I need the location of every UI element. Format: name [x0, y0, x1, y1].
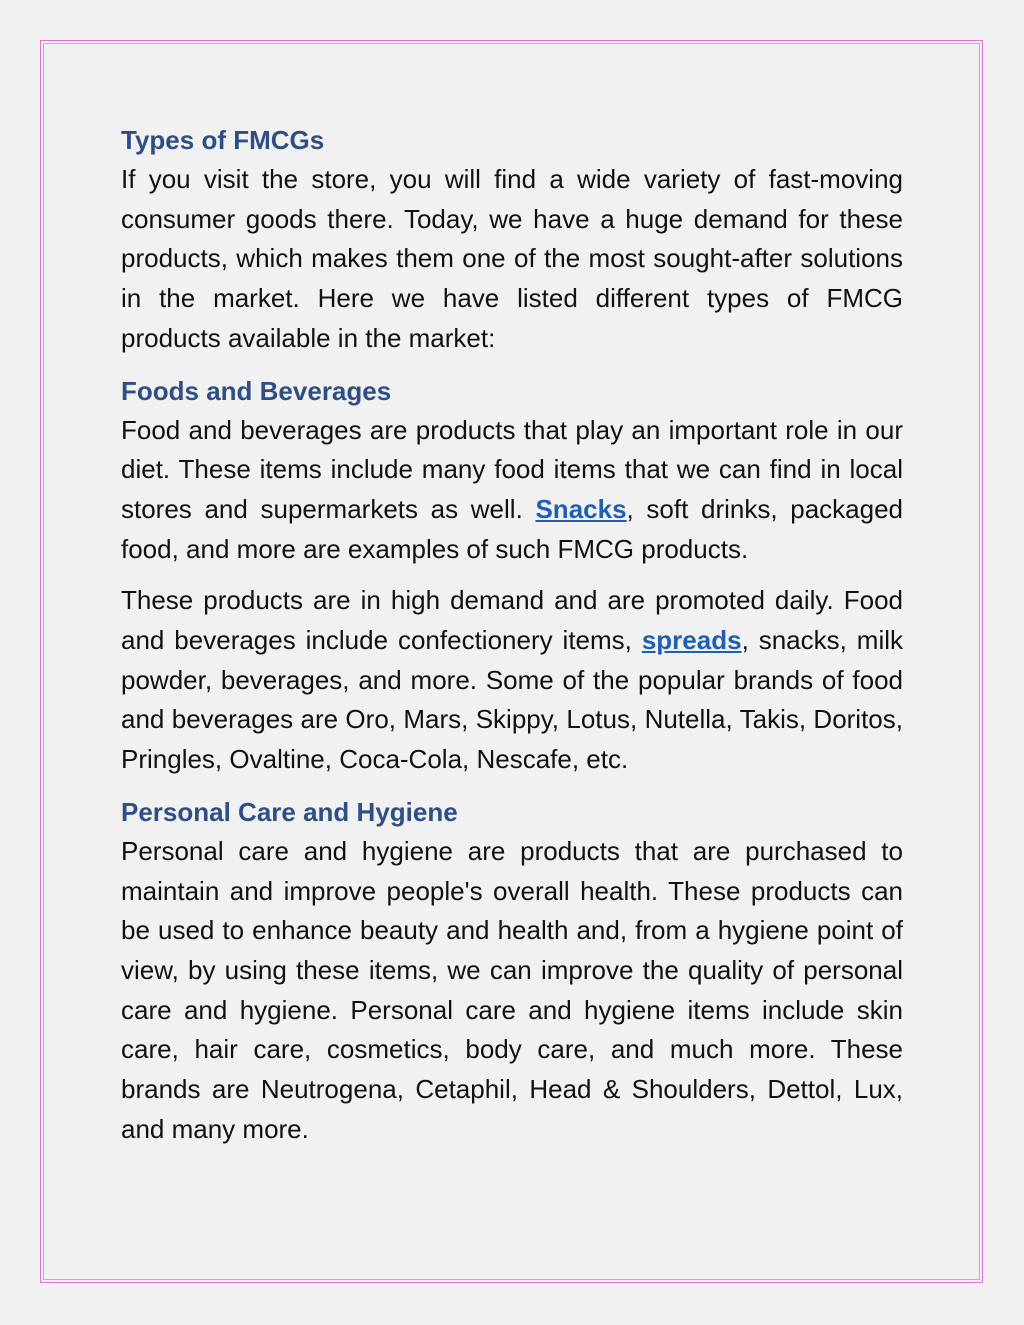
paragraph-text: , snacks, milk powder, beverages, and more. Some of the popular brands of food and beverages are Oro, Mars, Skippy, Lotus, Nutella, Takis, Doritos, Pringles, Ovaltine, Coca-Cola, Nescafe, etc.: [121, 625, 903, 775]
paragraph-intro: If you visit the store, you will find a wide variety of fast-moving consumer goods there. Today, we have a huge demand for these products, which makes them one of the most sought-after solutions in the market. Here we have listed different types of FMCG products available in the market:: [121, 164, 903, 353]
snacks-link[interactable]: Snacks: [535, 493, 627, 524]
heading-types-of-fmcgs: Types of FMCGs: [121, 125, 325, 155]
paragraph-text: These products are in high demand and are promoted daily. Food and beverages include confectionery items,: [121, 585, 903, 656]
paragraph-text: Food and beverages are products that play an important role in our diet. These items include many food items that we can find in local stores and supermarkets as well.: [121, 414, 903, 524]
paragraph-text: , soft drinks, packaged food, and more are examples of such FMCG products.: [121, 493, 903, 564]
spreads-link[interactable]: spreads: [641, 625, 742, 656]
document-body: [121, 120, 903, 1161]
paragraph-foods-1: [121, 411, 903, 570]
paragraph-personal-care: Personal care and hygiene are products that are purchased to maintain and improve people's overall health. These products can be used to enhance beauty and health and, from a hygiene point of view, by using these items, we can improve the quality of personal care and hygiene. Personal care and hygiene items include skin care, hair care, cosmetics, body care, and much more. These brands are Neutrogena, Cetaphil, Head & Shoulders, Dettol, Lux, and many more.: [121, 835, 903, 1144]
paragraph-foods-2: [121, 581, 903, 780]
heading-personal-care: Personal Care and Hygiene: [121, 796, 458, 827]
heading-foods-and-beverages: Foods and Beverages: [121, 375, 392, 406]
